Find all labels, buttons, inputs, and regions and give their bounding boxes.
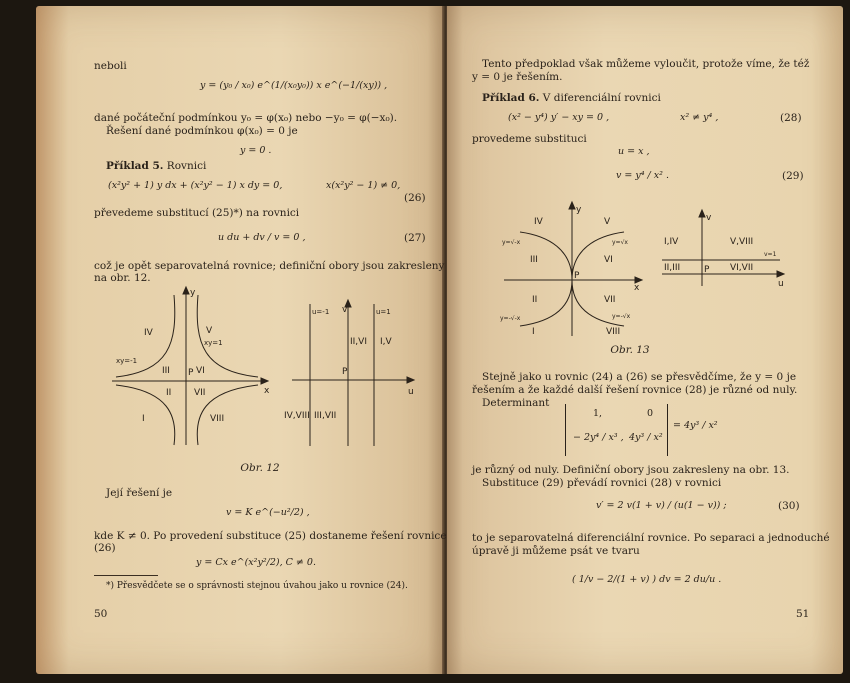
text-tento-line2: y = 0 je řešením.: [472, 71, 563, 83]
equation-y0: y = 0 .: [240, 145, 272, 156]
text-initial-condition: dané počáteční podmínkou y₀ = φ(x₀) nebo −y₀ = φ(−x₀).: [94, 112, 398, 124]
fig13a-curve-neg-sqrt-neg-x: [520, 280, 572, 326]
fig12b-region-4-8: IV,VIII: [284, 411, 310, 421]
text-tento-line1: Tento předpoklad však můžeme vyloučit, protože víme, že též: [482, 58, 810, 70]
fig13a-region-1: I: [532, 327, 535, 337]
det-a12: 0: [647, 408, 654, 419]
figure-13-left: [500, 200, 650, 340]
text-stejne-line1: Stejně jako u rovnic (24) a (26) se přesvědčíme, že y = 0 je: [482, 371, 797, 383]
fig13b-label-v1: v=1: [764, 251, 777, 258]
fig13b-region-5-8: V,VIII: [730, 237, 754, 247]
figure-12-caption: Obr. 12: [240, 462, 280, 474]
fig13a-region-4: IV: [534, 217, 543, 227]
fig13b-u-arrow: [777, 271, 784, 277]
text-kde-line1: kde K ≠ 0. Po provedení substituce (25) dostaneme řešení rovnice: [94, 530, 447, 542]
figure-12-right: [284, 298, 420, 448]
fig12a-region-6: VI: [196, 366, 205, 376]
fig13a-curve-sqrt-neg-x: [520, 232, 572, 280]
equation-30-number: (30): [778, 500, 800, 512]
fig13a-label-c1: y=√x: [612, 239, 628, 246]
figure-12-left: [108, 285, 278, 450]
fig13a-region-6: VI: [604, 255, 613, 265]
det-result: = 4y³ / x²: [673, 420, 718, 431]
fig12b-label-u-neg: u=-1: [312, 308, 330, 316]
equation-29-u: u = x ,: [618, 146, 650, 157]
det-a11: 1,: [593, 408, 603, 419]
text-neboli: neboli: [94, 60, 127, 72]
text-kde-line2: (26): [94, 542, 116, 554]
det-a22: 4y³ / x²: [629, 432, 663, 443]
fig12b-region-2-6: II,VI: [350, 337, 367, 347]
equation-y: y = (y₀ / x₀) e^(1/(x₀y₀)) x e^(−1/(xy)) ,: [200, 80, 388, 91]
fig12a-label-xy-pos: xy=1: [204, 339, 223, 347]
equation-28-number: (28): [780, 112, 802, 124]
fig13b-v-arrow: [699, 210, 705, 217]
equation-26-number: (26): [404, 192, 426, 204]
text-je-ruzny-line2: Substituce (29) převádí rovnici (28) v rovnici: [482, 477, 722, 489]
equation-26: (x²y² + 1) y dx + (x²y² − 1) x dy = 0,: [108, 180, 283, 191]
fig13b-region-1-4: I,IV: [664, 237, 679, 247]
footnote-rule: [94, 575, 158, 576]
fig13a-region-2: II: [532, 295, 538, 305]
equation-28: (x² − y⁴) y′ − xy = 0 ,: [508, 112, 610, 123]
fig13a-region-5: V: [604, 217, 611, 227]
example-6-heading: Příklad 6. V diferenciální rovnici: [482, 92, 661, 104]
equation-30: v′ = 2 v(1 + v) / (u(1 − v)) ;: [596, 500, 727, 511]
fig12a-region-1: I: [142, 414, 145, 424]
equation-29-v: v = y⁴ / x² .: [616, 170, 669, 181]
figure-13-caption: Obr. 13: [610, 344, 650, 356]
det-a21: − 2y⁴ / x³ ,: [573, 432, 624, 443]
fig12b-region-3-7: III,VII: [314, 411, 337, 421]
fig12a-x-arrow: [261, 378, 268, 384]
fig13a-region-3: III: [530, 255, 538, 265]
fig12a-hyperbola-upper-right: [197, 295, 258, 377]
fig12a-region-4: IV: [144, 328, 153, 338]
fig13b-label-v: v: [706, 213, 712, 223]
page-number-left: 50: [94, 608, 108, 620]
text-determinant: Determinant: [482, 397, 550, 409]
fig13b-region-2-3: II,III: [664, 263, 681, 273]
fig13a-label-c2: y=-√-x: [500, 315, 521, 322]
fig13a-label-y: y: [576, 205, 582, 215]
fig12b-label-u-pos: u=1: [376, 308, 391, 316]
fig12a-region-2: II: [166, 388, 172, 398]
fig12a-region-7: VII: [194, 388, 206, 398]
determinant: [565, 402, 725, 458]
fig13b-region-6-7: VI,VII: [730, 263, 754, 273]
footnote: *) Přesvědčete se o správnosti stejnou úvahou jako u rovnice (24).: [106, 581, 408, 591]
fig13a-label-c4: y=-√x: [612, 313, 631, 320]
figure-13-right: [660, 208, 790, 288]
fig12b-u-arrow: [407, 377, 414, 383]
equation-27-number: (27): [404, 232, 426, 244]
equation-26-condition: x(x²y² − 1) ≠ 0,: [326, 180, 401, 191]
fig13a-region-7: VII: [604, 295, 616, 305]
equation-v: v = K e^(−u²/2) ,: [226, 507, 310, 518]
fig12a-label-y: y: [190, 288, 196, 298]
fig12a-label-x: x: [264, 386, 270, 396]
text-prevedeme: převedeme substitucí (25)*) na rovnici: [94, 207, 300, 219]
page-number-right: 51: [796, 608, 810, 620]
text-reseni: Řešení dané podmínkou φ(x₀) = 0 je: [106, 125, 298, 137]
fig12a-label-p: P: [188, 368, 194, 378]
fig12b-label-p: P: [342, 367, 348, 377]
fig13a-label-x: x: [634, 283, 640, 293]
fig12a-y-arrow: [183, 287, 189, 294]
fig12b-label-v: v: [342, 305, 348, 315]
fig12b-region-1-5: I,V: [380, 337, 392, 347]
fig12a-region-5: V: [206, 326, 213, 336]
text-coz-line1: což je opět separovatelná rovnice; definiční obory jsou zakresleny: [94, 260, 445, 272]
text-jeji-reseni: Její řešení je: [106, 487, 173, 499]
fig13a-region-8: VIII: [606, 327, 621, 337]
fig13a-label-c3: y=√-x: [502, 239, 521, 246]
equation-28-condition: x² ≠ y⁴ ,: [680, 112, 719, 123]
fig12a-hyperbola-lower-right: [197, 385, 258, 445]
fig12a-region-3: III: [162, 366, 170, 376]
text-coz-line2: na obr. 12.: [94, 272, 151, 284]
text-stejne-line2: řešením a že každé další řešení rovnice (28) je různé od nuly.: [472, 384, 798, 396]
fig13a-y-arrow: [569, 202, 575, 209]
example-5-heading: Příklad 5. Rovnici: [106, 160, 207, 172]
equation-separated: ( 1/v − 2/(1 + v) ) dv = 2 du/u .: [572, 574, 722, 585]
fig12a-region-8: VIII: [210, 414, 225, 424]
fig13a-label-p: P: [574, 271, 580, 281]
equation-29-number: (29): [782, 170, 804, 182]
fig13b-label-u: u: [778, 279, 784, 289]
text-to-line1: to je separovatelná diferenciální rovnice. Po separaci a jednoduché: [472, 532, 830, 544]
fig13b-label-p: P: [704, 265, 710, 275]
text-to-line2: úpravě ji můžeme psát ve tvaru: [472, 545, 640, 557]
equation-27: u du + dv / v = 0 ,: [218, 232, 306, 243]
fig12b-label-u: u: [408, 387, 414, 397]
text-je-ruzny-line1: je různý od nuly. Definiční obory jsou zakresleny na obr. 13.: [472, 464, 790, 476]
equation-final-solution: y = Cx e^(x²y²/2), C ≠ 0.: [196, 557, 316, 568]
text-provedeme: provedeme substituci: [472, 133, 587, 145]
fig12a-label-xy-neg: xy=-1: [116, 357, 138, 365]
